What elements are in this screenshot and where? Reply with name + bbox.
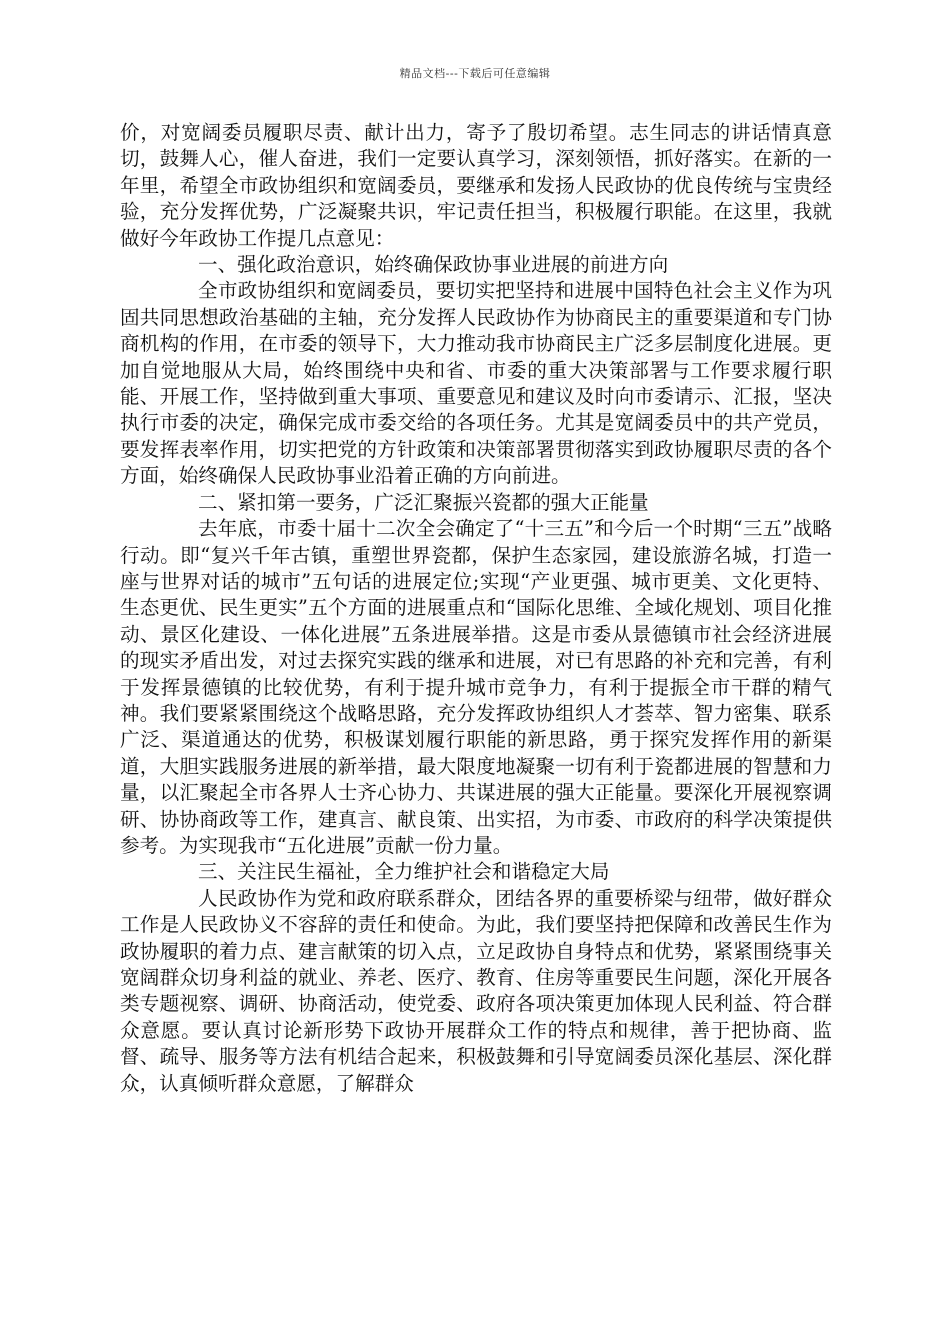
paragraph-intro: 价，对宽阔委员履职尽责、献计出力，寄予了殷切希望。志生同志的讲话情真意切，鼓舞人心，催人奋进，我们一定要认真学习，深刻领悟，抓好落实。在新的一年里，希望全市政协组织和宽阔委员，要继承和发扬人民政协的优良传统与宝贵经验，充分发挥优势，广泛凝聚共识，牢记责任担当，积极履行职能。在这里，我就做好今年政协工作提几点意见： [120, 121, 832, 250]
paragraph-section-2: 去年底，市委十届十二次全会确定了“十三五”和今后一个时期“三五”战略行动。即“复兴千年古镇，重塑世界瓷都，保护生态家园，建设旅游名城，打造一座与世界对话的城市”五句话的进展定位;实现“产业更强、城市更美、文化更特、生态更优、民生更实”五个方面的进展重点和“国际化思维、全域化规划、项目化推动、景区化建设、一体化进展”五条进展举措。这是市委从景德镇市社会经济进展的现实矛盾出发，对过去探究实践的继承和进展，对已有思路的补充和完善，有利于发挥景德镇的比较优势，有利于提升城市竞争力，有利于提振全市干群的精气神。我们要紧紧围绕这个战略思路，充分发挥政协组织人才荟萃、智力密集、联系广泛、渠道通达的优势，积极谋划履行职能的新思路，勇于探究发挥作用的新渠道，大胆实践服务进展的新举措，最大限度地凝聚一切有利于瓷都进展的智慧和力量，以汇聚起全市各界人士齐心协力、共谋进展的强大正能量。要深化开展视察调研、协协商政等工作，建真言、献良策、出实招，为市委、市政府的科学决策提供参考。为实现我市“五化进展”贡献一份力量。 [120, 517, 832, 857]
paragraph-section-3: 人民政协作为党和政府联系群众，团结各界的重要桥梁与纽带，做好群众工作是人民政协义不容辞的责任和使命。为此，我们要坚持把保障和改善民生作为政协履职的着力点、建言献策的切入点，立足政协自身特点和优势，紧紧围绕事关宽阔群众切身利益的就业、养老、医疗、教育、住房等重要民生问题，深化开展各类专题视察、调研、协商活动，使党委、政府各项决策更加体现人民利益、符合群众意愿。要认真讨论新形势下政协开展群众工作的特点和规律，善于把协商、监督、疏导、服务等方法有机结合起来，积极鼓舞和引导宽阔委员深化基层、深化群众，认真倾听群众意愿，了解群众 [120, 886, 832, 1095]
page-header: 精品文档---下载后可任意编辑 [399, 67, 551, 80]
section-heading-1: 一、强化政治意识，始终确保政协事业进展的前进方向 [198, 253, 669, 277]
document-body [120, 120, 832, 1097]
section-heading-2: 二、紧扣第一要务，广泛汇聚振兴瓷都的强大正能量 [198, 490, 649, 514]
section-heading-3: 三、关注民生福祉，全力维护社会和谐稳定大局 [198, 860, 610, 884]
paragraph-section-1: 全市政协组织和宽阔委员，要切实把坚持和进展中国特色社会主义作为巩固共同思想政治基础的主轴，充分发挥人民政协作为协商民主的重要渠道和专门协商机构的作用，在市委的领导下，大力推动我市协商民主广泛多层制度化进展。更加自觉地服从大局，始终围绕中央和省、市委的重大决策部署与工作要求履行职能、开展工作，坚持做到重大事项、重要意见和建议及时向市委请示、汇报，坚决执行市委的决定，确保完成市委交给的各项任务。尤其是宽阔委员中的共产党员，要发挥表率作用，切实把党的方针政策和决策部署贯彻落实到政协履职尽责的各个方面，始终确保人民政协事业沿着正确的方向前进。 [120, 279, 832, 488]
